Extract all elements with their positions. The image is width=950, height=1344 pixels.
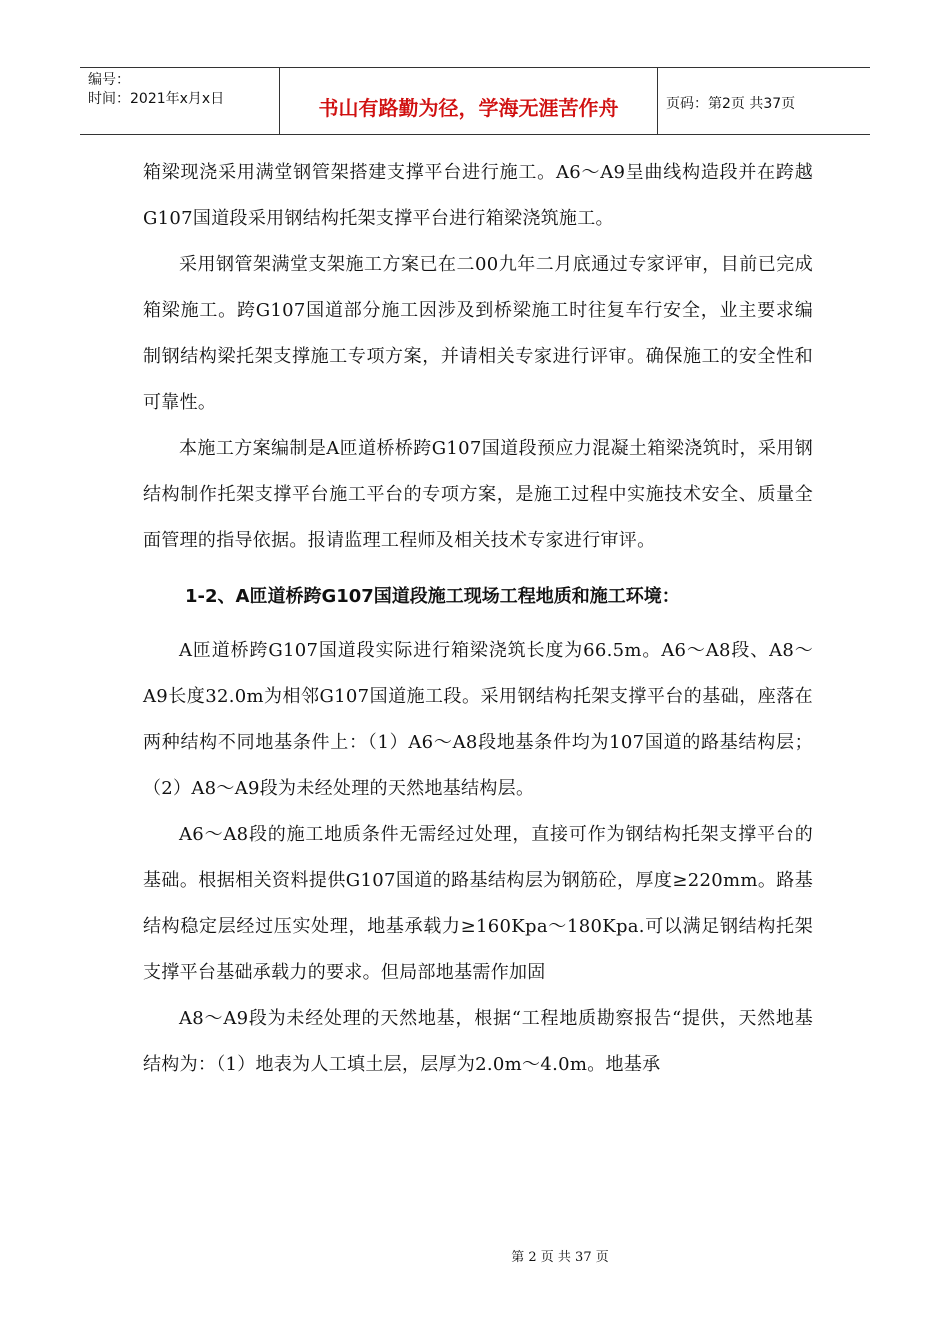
section-paragraph: A6～A8段的施工地质条件无需经过处理，直接可作为钢结构托架支撑平台的基础。根据相关资料提供G107国道的路基结构层为钢筋砼，厚度≥220mm。路基结构稳定层经过压实处理，地基承载力≥160Kpa～180Kpa.可以满足钢结构托架支撑平台基础承载力的要求。但局部地基需作加固 [143,824,813,983]
body-paragraph: 采用钢管架满堂支架施工方案已在二00九年二月底通过专家评审，目前已完成箱梁施工。跨G107国道部分施工因涉及到桥梁施工时往复车行安全，业主要求编制钢结构梁托架支撑施工专项方案，并请相关专家进行评审。确保施工的安全性和可靠性。 [143,254,813,413]
document-date-label: 时间：2021年x月x日 [88,91,225,107]
page-header [80,67,870,135]
body-paragraph: 箱梁现浇采用满堂钢管架搭建支撑平台进行施工。A6～A9呈曲线构造段并在跨越G107国道段采用钢结构托架支撑平台进行箱梁浇筑施工。 [143,162,813,229]
section-paragraph: A匝道桥跨G107国道段实际进行箱梁浇筑长度为66.5m。A6～A8段、A8～A9长度32.0m为相邻G107国道施工段。采用钢结构托架支撑平台的基础，座落在两种结构不同地基条件上：（1）A6～A8段地基条件均为107国道的路基结构层；（2）A8～A9段为未经处理的天然地基结构层。 [143,640,813,799]
section-heading: 1-2、A匝道桥跨G107国道段施工现场工程地质和施工环境： [185,586,680,607]
header-page-number: 页码：第2页 共37页 [666,96,796,112]
document-body [143,150,813,1088]
page-footer: 第 2 页 共 37 页 [511,1250,609,1265]
document-number-label: 编号： [88,72,130,88]
section-paragraph: A8～A9段为未经处理的天然地基，根据“工程地质勘察报告“提供，天然地基结构为：（1）地表为人工填土层，层厚为2.0m～4.0m。地基承 [143,1008,813,1075]
body-paragraph: 本施工方案编制是A匝道桥桥跨G107国道段预应力混凝土箱梁浇筑时，采用钢结构制作托架支撑平台施工平台的专项方案，是施工过程中实施技术安全、质量全面管理的指导依据。报请监理工程师及相关技术专家进行审评。 [143,438,813,551]
header-meta-cell [80,68,280,134]
header-motto: 书山有路勤为径，学海无涯苦作舟 [280,68,658,134]
